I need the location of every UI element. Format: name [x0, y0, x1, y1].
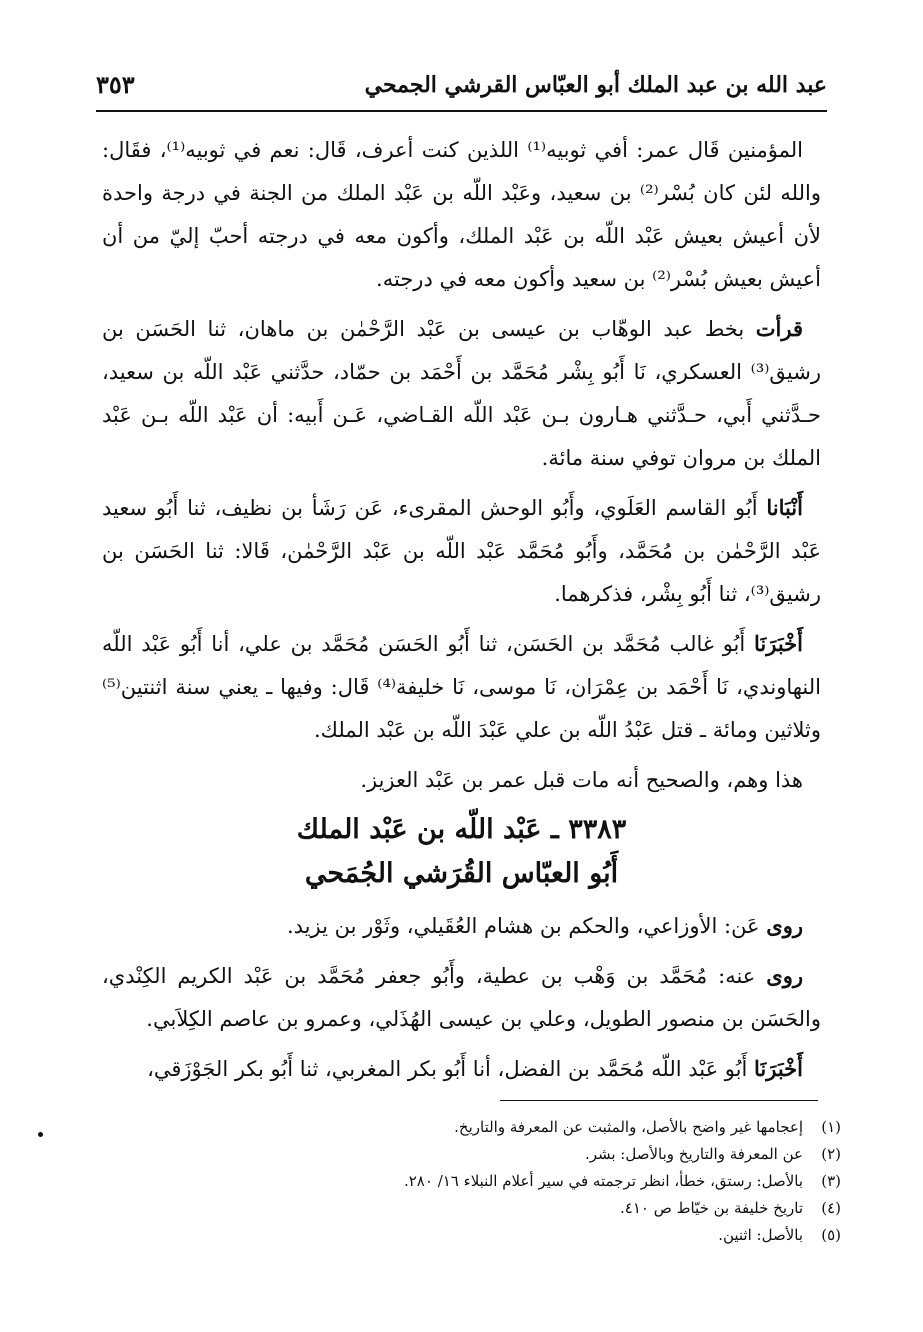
paragraph	[102, 904, 821, 948]
paragraph-text: عَن: الأوزاعي، والحكم بن هشام العُقَيلي، وثَوْر بن يزيد.	[286, 914, 767, 938]
paragraph	[102, 954, 821, 1041]
footnote	[96, 1222, 841, 1249]
footnote-number: (١)	[821, 1118, 841, 1136]
paragraph	[102, 307, 821, 480]
paragraph-text: المؤمنين قَال عمر: أفي ثوبيه⁽¹⁾ اللذين كنت أعرف، قَال: نعم في ثوبيه⁽¹⁾، فقَال: والله لئن كان بُسْر⁽²⁾ بن سعيد، وعَبْد اللّه بن عَبْد الملك من الجنة في درجة واحدة لأن أعيش بعيش عَبْد اللّه بن عَبْد الملك، وأكون معه في درجته أحبّ إليّ من أن أعيش بعيش بُسْر⁽²⁾ بن سعيد وأكون معه في درجته.	[102, 138, 821, 291]
paragraph	[102, 486, 821, 616]
footnote-number: (٢)	[821, 1145, 841, 1163]
paragraph	[102, 758, 821, 802]
paragraph-text: هذا وهم، والصحيح أنه مات قبل عمر بن عَبْد العزيز.	[360, 768, 803, 792]
main-text	[102, 128, 821, 1097]
footnote	[96, 1114, 841, 1141]
footnote	[96, 1168, 841, 1195]
margin-dot	[38, 1132, 43, 1137]
footnote-text: بالأصل: اثنين.	[718, 1226, 803, 1244]
entry-title: ٣٣٨٣ ـ عَبْد اللّه بن عَبْد الملك	[296, 814, 627, 845]
paragraph-text: أَبُو غالب مُحَمَّد بن الحَسَن، ثنا أَبُو الحَسَن مُحَمَّد بن علي، أنا أَبُو عَبْد اللّه النهاوندي، نَا أَحْمَد بن عِمْرَان، نَا موسى، نَا خليفة⁽⁴⁾ قَال: وفيها ـ يعني سنة اثنتين⁽⁵⁾ وثلاثين ومائة ـ قتل عَبْدُ اللّه بن علي عَبْدَ اللّه بن عَبْد الملك.	[102, 632, 822, 742]
footnote-number: (٤)	[821, 1199, 841, 1217]
paragraph-lead: روى	[766, 963, 803, 988]
footnote-number: (٣)	[821, 1172, 841, 1190]
paragraph	[102, 622, 821, 752]
paragraph-lead: روى	[766, 913, 803, 938]
footnote	[96, 1141, 841, 1168]
paragraph	[102, 1047, 821, 1091]
footnote-rule	[500, 1100, 818, 1101]
footnote-text: عن المعرفة والتاريخ وبالأصل: بشر.	[584, 1145, 803, 1163]
paragraph-lead: أَخْبَرَنَا	[754, 631, 803, 656]
entry-subtitle: أَبُو العبّاس القُرَشي الجُمَحي	[304, 858, 619, 889]
paragraph	[102, 128, 821, 301]
paragraph-lead: قرأت	[755, 316, 803, 341]
footnote-text: تاريخ خليفة بن خيّاط ص ٤١٠.	[619, 1199, 803, 1217]
paragraph-text: بخط عبد الوهّاب بن عيسى بن عَبْد الرَّحْمٰن بن ماهان، ثنا الحَسَن بن رشيق⁽³⁾ العسكري، نَا أَبُو بِشْر مُحَمَّد بن أَحْمَد بن حمّاد، حدَّثني عَبْد اللّه بن سعيد، حـدَّثني أَبي، حـدَّثني هـارون بـن عَبْد اللّه القـاضي، عَـن أَبيه: أن عَبْد اللّه بـن عَبْد الملك بن مروان توفي سنة مائة.	[102, 317, 821, 470]
footnote-number: (٥)	[821, 1226, 841, 1244]
running-title: عبد الله بن عبد الملك أبو العبّاس القرشي الجمحي	[364, 72, 827, 98]
paragraph-text: عنه: مُحَمَّد بن وَهْب بن عطية، وأَبُو جعفر مُحَمَّد بن عَبْد الكريم الكِنْدي، والحَسَن بن منصور الطويل، وعلي بن عيسى الهُذَلي، وعمرو بن عاصم الكِلاَبي.	[102, 964, 821, 1031]
footnote	[96, 1195, 841, 1222]
header-rule	[96, 110, 827, 112]
page-number: ٣٥٣	[96, 70, 135, 99]
footnotes	[96, 1114, 841, 1249]
footnote-text: بالأصل: رستق، خطأ، انظر ترجمته في سير أعلام النبلاء ١٦/ ٢٨٠.	[403, 1172, 803, 1190]
paragraph-text: أَبُو القاسم العَلَوي، وأَبُو الوحش المقرىء، عَن رَشَأ بن نظيف، ثنا أَبُو سعيد عَبْد الرَّحْمٰن بن مُحَمَّد، وأَبُو مُحَمَّد عَبْد اللّه بن عَبْد الرَّحْمٰن، قَالا: ثنا الحَسَن بن رشيق⁽³⁾، ثنا أَبُو بِشْر، فذكرهما.	[102, 496, 821, 606]
paragraph-lead: أَنْبَانا	[766, 495, 803, 520]
paragraph-text: أَبُو عَبْد اللّه مُحَمَّد بن الفضل، أنا أَبُو بكر المغربي، ثنا أَبُو بكر الجَوْزَقي،	[147, 1057, 755, 1081]
footnote-text: إعجامها غير واضح بالأصل، والمثبت عن المعرفة والتاريخ.	[454, 1118, 803, 1136]
paragraph-lead: أَخْبَرَنَا	[754, 1056, 803, 1081]
page-header	[96, 66, 827, 110]
